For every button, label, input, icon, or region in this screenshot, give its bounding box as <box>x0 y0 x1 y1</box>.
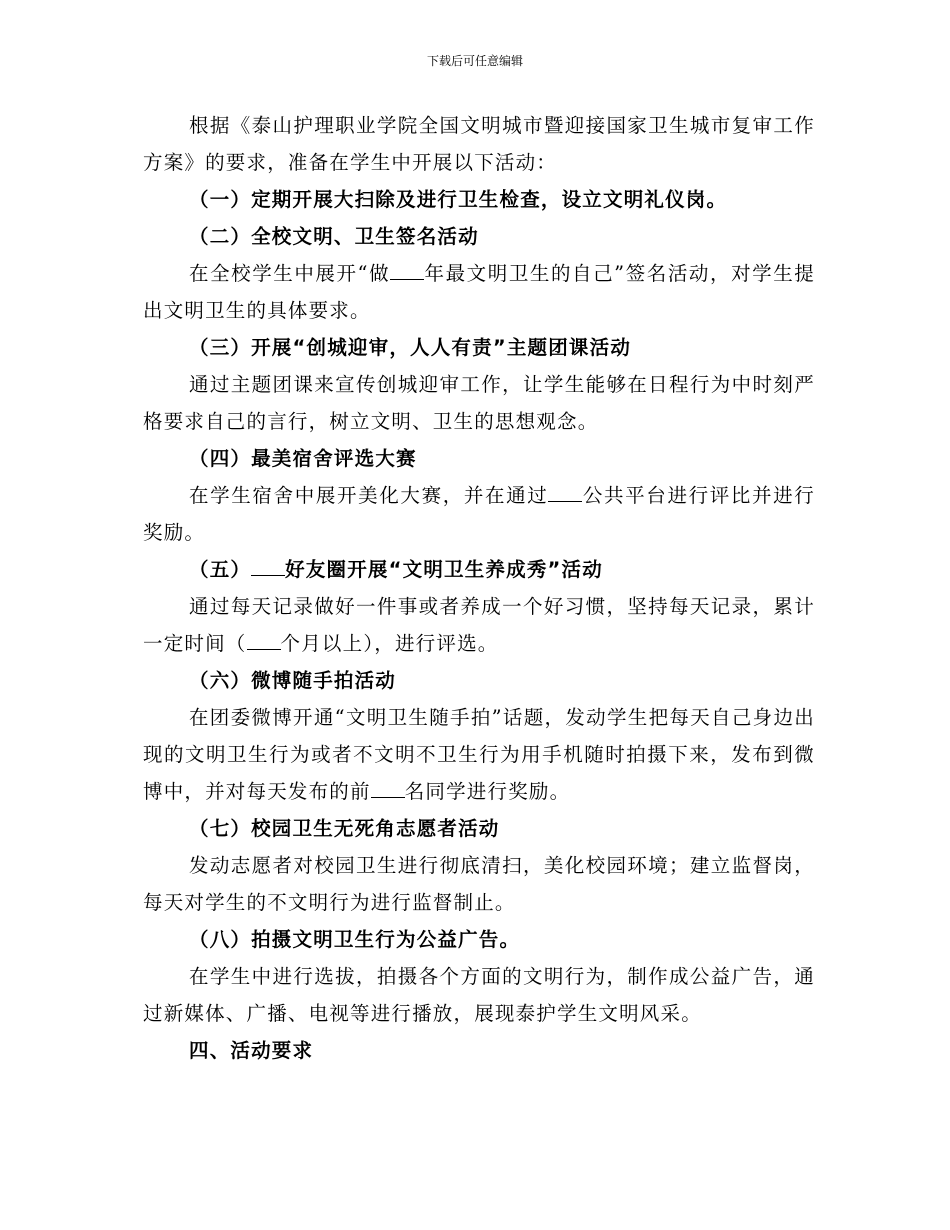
section-heading-3: （三）开展“创城迎审，人人有责”主题团课活动 <box>189 336 632 359</box>
section-heading-5 <box>143 551 815 588</box>
section-paragraph-7: 发动志愿者对校园卫生进行彻底清扫，美化校园环境；建立监督岗，每天对学生的不文明行为进行监督制止。 <box>143 854 815 914</box>
paragraph-text-after: 名同学进行奖励。 <box>404 780 571 803</box>
blank-line <box>371 779 405 798</box>
section-paragraph-3: 通过主题团课来宣传创城迎审工作，让学生能够在日程行为中时刻严格要求自己的言行，树立文明、卫生的思想观念。 <box>143 373 815 433</box>
section-paragraph-5 <box>143 588 815 662</box>
section-heading-7: （七）校园卫生无死角志愿者活动 <box>189 817 500 840</box>
section-heading-4: （四）最美宿舍评选大赛 <box>189 447 417 470</box>
paragraph-text-before: 在全校学生中展开“做 <box>189 262 391 285</box>
section-paragraph-2 <box>143 255 815 329</box>
section-paragraph-4 <box>143 477 815 551</box>
section-paragraph-8: 在学生中进行选拔，拍摄各个方面的文明行为，制作成公益广告，通过新媒体、广播、电视等进行播放，展现泰护学生文明风采。 <box>143 965 815 1025</box>
section-heading-6: （六）微博随手拍活动 <box>189 669 397 692</box>
paragraph-text-after: 公共平台进行评比并进行奖励。 <box>143 484 816 544</box>
blank-line <box>251 557 285 576</box>
section-heading-2: （二）全校文明、卫生签名活动 <box>189 225 479 248</box>
heading-text-before: （五） <box>189 558 252 581</box>
blank-line <box>548 483 582 502</box>
section-heading-1: （一）定期开展大扫除及进行卫生检查，设立文明礼仪岗。 <box>189 188 728 211</box>
section-paragraph-6 <box>143 699 815 810</box>
page-header: 下载后可任意编辑 <box>426 54 523 68</box>
paragraph-text-before: 在学生宿舍中展开美化大赛，并在通过 <box>189 484 549 507</box>
heading-text-after: 好友圈开展“文明卫生养成秀”活动 <box>285 558 603 581</box>
chapter-heading-activity-requirements: 四、活动要求 <box>189 1039 314 1062</box>
paragraph-text-after: 年最文明卫生的自己”签名活动，对学生提出文明卫生的具体要求。 <box>143 262 815 322</box>
paragraph-text-before: 通过每天记录做好一件事或者养成一个好习惯，坚持每天记录，累计一定时间（ <box>143 595 815 655</box>
blank-line <box>390 261 424 280</box>
section-heading-8: （八）拍摄文明卫生行为公益广告。 <box>189 928 521 951</box>
document-body <box>143 107 815 1069</box>
paragraph-text-after: 个月以上），进行评选。 <box>280 632 499 655</box>
blank-line <box>247 631 281 650</box>
paragraph-text-before: 在团委微博开通“文明卫生随手拍”话题，发动学生把每天自己身边出现的文明卫生行为或者不文明不卫生行为用手机随时拍摄下来，发布到微博中，并对每天发布的前 <box>143 706 815 803</box>
intro-paragraph: 根据《泰山护理职业学院全国文明城市暨迎接国家卫生城市复审工作方案》的要求，准备在学生中开展以下活动： <box>143 114 815 174</box>
